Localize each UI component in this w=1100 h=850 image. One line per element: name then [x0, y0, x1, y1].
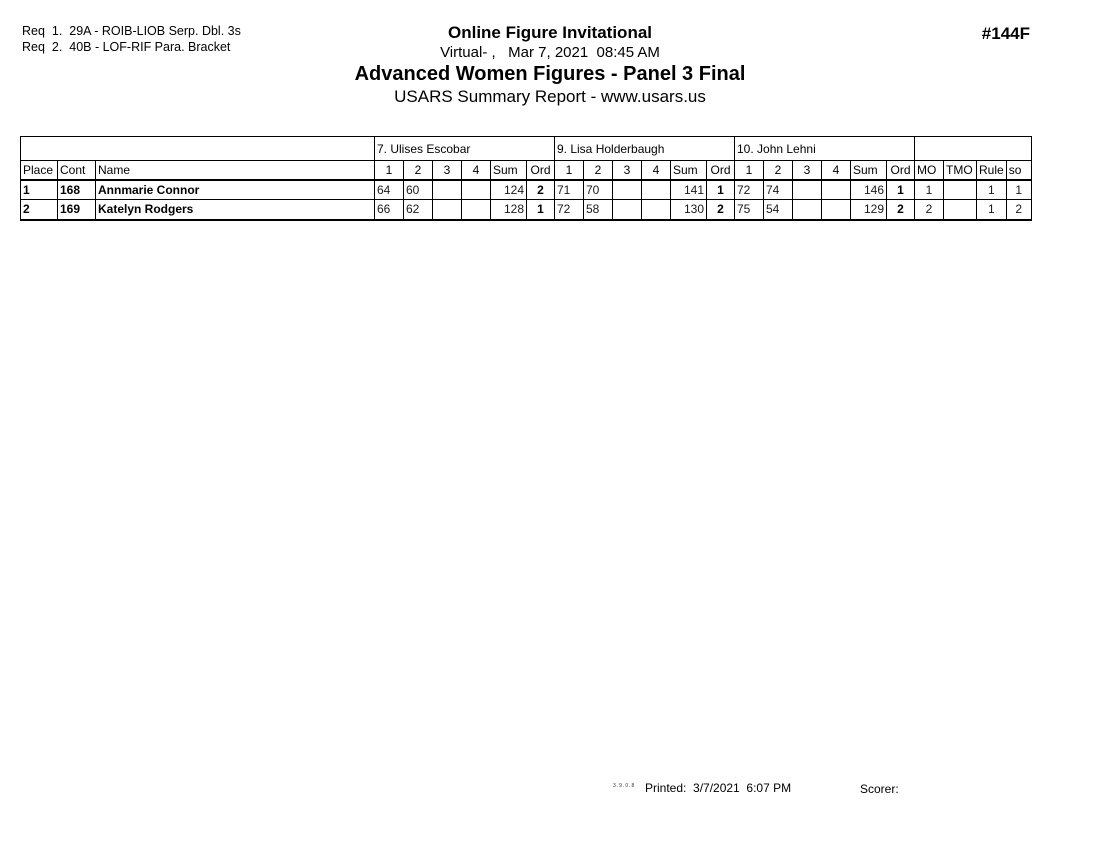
j2-score-3 — [613, 180, 642, 200]
j2-score-3 — [613, 200, 642, 220]
result-row-2 — [21, 200, 1032, 220]
header-j3-score2: 2 — [764, 161, 793, 180]
j1-score-4 — [462, 180, 491, 200]
header-so: so — [1006, 161, 1031, 180]
judge-2-name: 9. Lisa Holderbaugh — [555, 137, 735, 161]
j1-score-2: 62 — [404, 200, 433, 220]
header-j2-score2: 2 — [584, 161, 613, 180]
printed-timestamp: Printed: 3/7/2021 6:07 PM — [645, 781, 792, 795]
j2-score-2: 70 — [584, 180, 613, 200]
j3-score-1: 75 — [735, 200, 764, 220]
mo-value: 1 — [915, 180, 944, 200]
spacer-cell — [915, 137, 1032, 161]
so-value: 1 — [1006, 180, 1031, 200]
j1-score-1: 64 — [375, 180, 404, 200]
j1-score-3 — [433, 200, 462, 220]
j2-sum: 130 — [671, 200, 707, 220]
j2-score-1: 72 — [555, 200, 584, 220]
contestant-number: 169 — [58, 200, 96, 220]
j3-score-3 — [793, 180, 822, 200]
header-j1-score4: 4 — [462, 161, 491, 180]
header-j3-score1: 1 — [735, 161, 764, 180]
header-j1-sum: Sum — [491, 161, 527, 180]
j3-score-4 — [822, 180, 851, 200]
j1-score-2: 60 — [404, 180, 433, 200]
header-j2-ord: Ord — [707, 161, 735, 180]
j2-score-4 — [642, 200, 671, 220]
competition-title: Online Figure Invitational — [447, 23, 653, 42]
header-mo: MO — [915, 161, 944, 180]
j2-ordinal: 2 — [707, 200, 735, 220]
place-value: 1 — [21, 180, 58, 200]
judge-3-name: 10. John Lehni — [735, 137, 915, 161]
tmo-value — [944, 200, 977, 220]
scorer-label: Scorer: — [860, 782, 899, 796]
header-name: Name — [96, 161, 375, 180]
header-j1-score1: 1 — [375, 161, 404, 180]
j3-score-1: 72 — [735, 180, 764, 200]
j3-ordinal: 1 — [887, 180, 915, 200]
j3-score-3 — [793, 200, 822, 220]
j3-ordinal: 2 — [887, 200, 915, 220]
header-j2-sum: Sum — [671, 161, 707, 180]
rule-value: 1 — [977, 180, 1007, 200]
spacer-cell — [21, 137, 375, 161]
place-value: 2 — [21, 200, 58, 220]
j3-score-4 — [822, 200, 851, 220]
software-version: 3.9.0.8 — [613, 783, 636, 789]
j2-score-1: 71 — [555, 180, 584, 200]
rule-value: 1 — [977, 200, 1007, 220]
req-1-line: Req 1. 29A - ROIB-LIOB Serp. Dbl. 3s — [22, 24, 241, 38]
header-tmo: TMO — [944, 161, 977, 180]
j1-ordinal: 1 — [527, 200, 555, 220]
j1-sum: 128 — [491, 200, 527, 220]
j2-score-2: 58 — [584, 200, 613, 220]
j2-sum: 141 — [671, 180, 707, 200]
header-j2-score3: 3 — [613, 161, 642, 180]
j3-sum: 146 — [851, 180, 887, 200]
j2-ordinal: 1 — [707, 180, 735, 200]
event-title: Advanced Women Figures - Panel 3 Final — [354, 63, 746, 85]
j1-score-4 — [462, 200, 491, 220]
mo-value: 2 — [915, 200, 944, 220]
j1-ordinal: 2 — [527, 180, 555, 200]
judge-1-name: 7. Ulises Escobar — [375, 137, 555, 161]
so-value: 2 — [1006, 200, 1031, 220]
header-cont: Cont — [58, 161, 96, 180]
header-rule: Rule — [977, 161, 1007, 180]
j3-sum: 129 — [851, 200, 887, 220]
j1-sum: 124 — [491, 180, 527, 200]
header-j3-sum: Sum — [851, 161, 887, 180]
header-place: Place — [21, 161, 58, 180]
contestant-number: 168 — [58, 180, 96, 200]
header-j1-score3: 3 — [433, 161, 462, 180]
j2-score-4 — [642, 180, 671, 200]
event-number: #144F — [981, 24, 1030, 43]
column-header-row — [21, 161, 1032, 180]
j3-score-2: 54 — [764, 200, 793, 220]
header-j1-score2: 2 — [404, 161, 433, 180]
results-table — [20, 136, 1032, 221]
header-j2-score1: 1 — [555, 161, 584, 180]
req-2-line: Req 2. 40B - LOF-RIF Para. Bracket — [22, 39, 231, 54]
j1-score-1: 66 — [375, 200, 404, 220]
j1-score-3 — [433, 180, 462, 200]
report-title: USARS Summary Report - www.usars.us — [394, 87, 706, 106]
header-j3-score4: 4 — [822, 161, 851, 180]
skater-name: Katelyn Rodgers — [96, 200, 375, 220]
skater-name: Annmarie Connor — [96, 180, 375, 200]
title-block — [0, 23, 1100, 107]
venue-date-line: Virtual- , Mar 7, 2021 08:45 AM — [440, 44, 660, 61]
tmo-value — [944, 180, 977, 200]
j3-score-2: 74 — [764, 180, 793, 200]
header-j3-score3: 3 — [793, 161, 822, 180]
judge-header-row — [21, 137, 1032, 161]
header-j3-ord: Ord — [887, 161, 915, 180]
header-j2-score4: 4 — [642, 161, 671, 180]
header-j1-ord: Ord — [527, 161, 555, 180]
result-row-1 — [21, 180, 1032, 200]
